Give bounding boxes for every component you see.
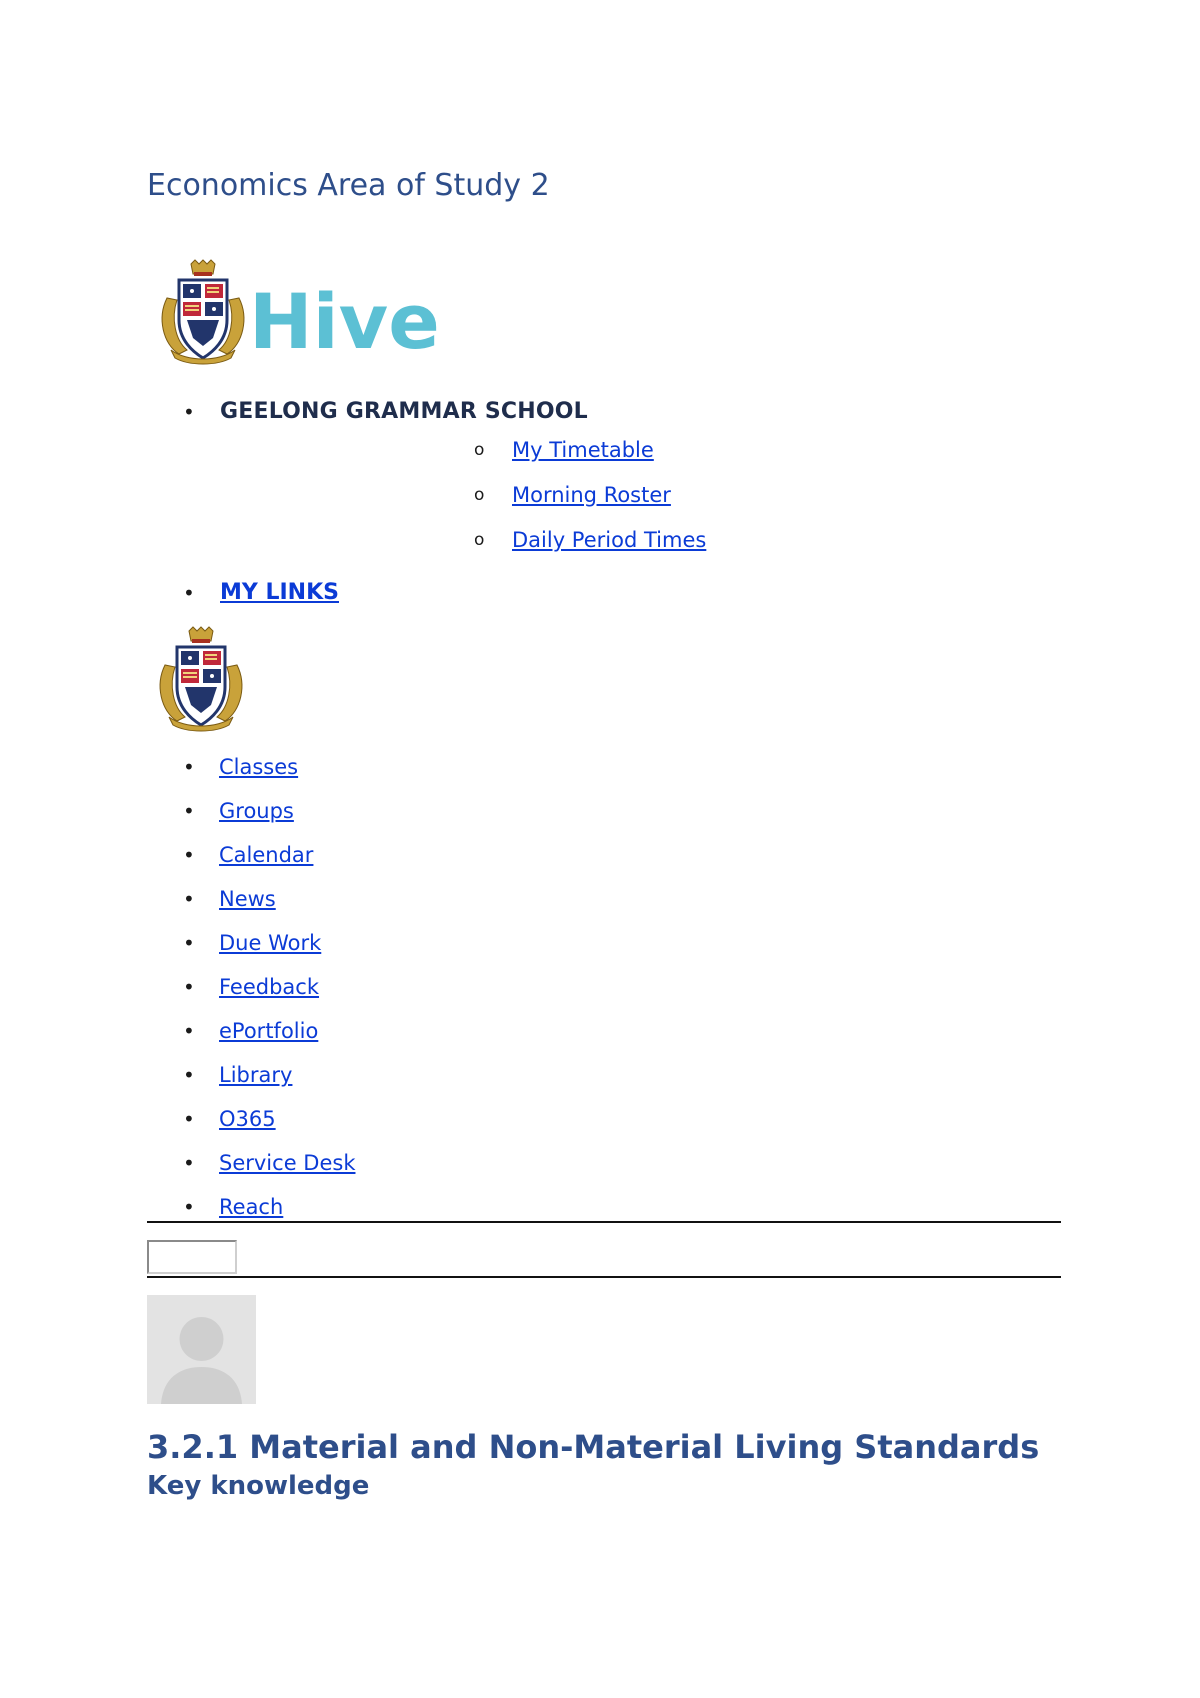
nav-item-calendar — [0, 840, 355, 884]
hive-logo[interactable] — [157, 258, 441, 368]
nav-item-o365 — [0, 1104, 355, 1148]
bullet-icon: • — [183, 755, 195, 779]
due-work-link[interactable]: Due Work — [219, 931, 322, 955]
section-subheading: Key knowledge — [147, 1471, 370, 1501]
bullet-icon: • — [183, 887, 195, 911]
bullet-icon: • — [183, 975, 195, 999]
submenu-item-morning-roster — [220, 473, 706, 518]
library-link[interactable]: Library — [219, 1063, 293, 1087]
bullet-icon: • — [183, 843, 195, 867]
submenu-item-timetable — [220, 428, 706, 473]
classes-link[interactable]: Classes — [219, 755, 299, 779]
bullet-icon: • — [183, 1107, 195, 1131]
nav-item-feedback — [0, 972, 355, 1016]
bullet-icon: • — [183, 931, 195, 955]
menu-my-links — [0, 579, 700, 607]
default-avatar-icon[interactable] — [147, 1295, 256, 1404]
daily-period-times-link[interactable]: Daily Period Times — [512, 528, 707, 552]
nav-item-eportfolio — [0, 1016, 355, 1060]
hive-wordmark: Hive — [249, 277, 440, 366]
nav-item-groups — [0, 796, 355, 840]
circle-bullet-icon: o — [474, 440, 485, 460]
groups-link[interactable]: Groups — [219, 799, 294, 823]
morning-roster-link[interactable]: Morning Roster — [512, 483, 671, 507]
nav-item-classes — [0, 752, 355, 796]
calendar-link[interactable]: Calendar — [219, 843, 314, 867]
submenu-item-daily-period-times — [220, 518, 706, 563]
school-submenu — [220, 428, 706, 563]
bullet-icon: • — [183, 1019, 195, 1043]
school-crest-icon — [162, 260, 244, 364]
main-nav — [0, 752, 355, 1236]
search-input[interactable] — [147, 1240, 237, 1274]
bullet-icon: • — [183, 1063, 195, 1087]
my-links-link[interactable]: MY LINKS — [220, 580, 339, 605]
news-link[interactable]: News — [219, 887, 276, 911]
nav-item-service-desk — [0, 1148, 355, 1192]
feedback-link[interactable]: Feedback — [219, 975, 320, 999]
o365-link[interactable]: O365 — [219, 1107, 276, 1131]
top-menu — [0, 398, 707, 552]
my-timetable-link[interactable]: My Timetable — [512, 438, 654, 462]
service-desk-link[interactable]: Service Desk — [219, 1151, 356, 1175]
divider-bottom — [147, 1276, 1061, 1278]
circle-bullet-icon: o — [474, 485, 485, 505]
divider-top — [147, 1221, 1061, 1223]
school-crest-icon — [155, 625, 247, 737]
reach-link[interactable]: Reach — [219, 1195, 284, 1219]
eportfolio-link[interactable]: ePortfolio — [219, 1019, 319, 1043]
bullet-icon: • — [183, 1151, 195, 1175]
circle-bullet-icon: o — [474, 530, 485, 550]
nav-item-library — [0, 1060, 355, 1104]
school-label: GEELONG GRAMMAR SCHOOL — [220, 399, 588, 424]
nav-item-due-work — [0, 928, 355, 972]
bullet-icon: • — [183, 400, 195, 424]
page-title: Economics Area of Study 2 — [147, 168, 550, 203]
menu-school — [0, 398, 707, 552]
nav-item-news — [0, 884, 355, 928]
bullet-icon: • — [183, 1195, 195, 1219]
bullet-icon: • — [183, 799, 195, 823]
bullet-icon: • — [183, 581, 195, 605]
nav-item-reach — [0, 1192, 355, 1236]
section-heading: 3.2.1 Material and Non-Material Living Standards — [147, 1428, 1040, 1466]
